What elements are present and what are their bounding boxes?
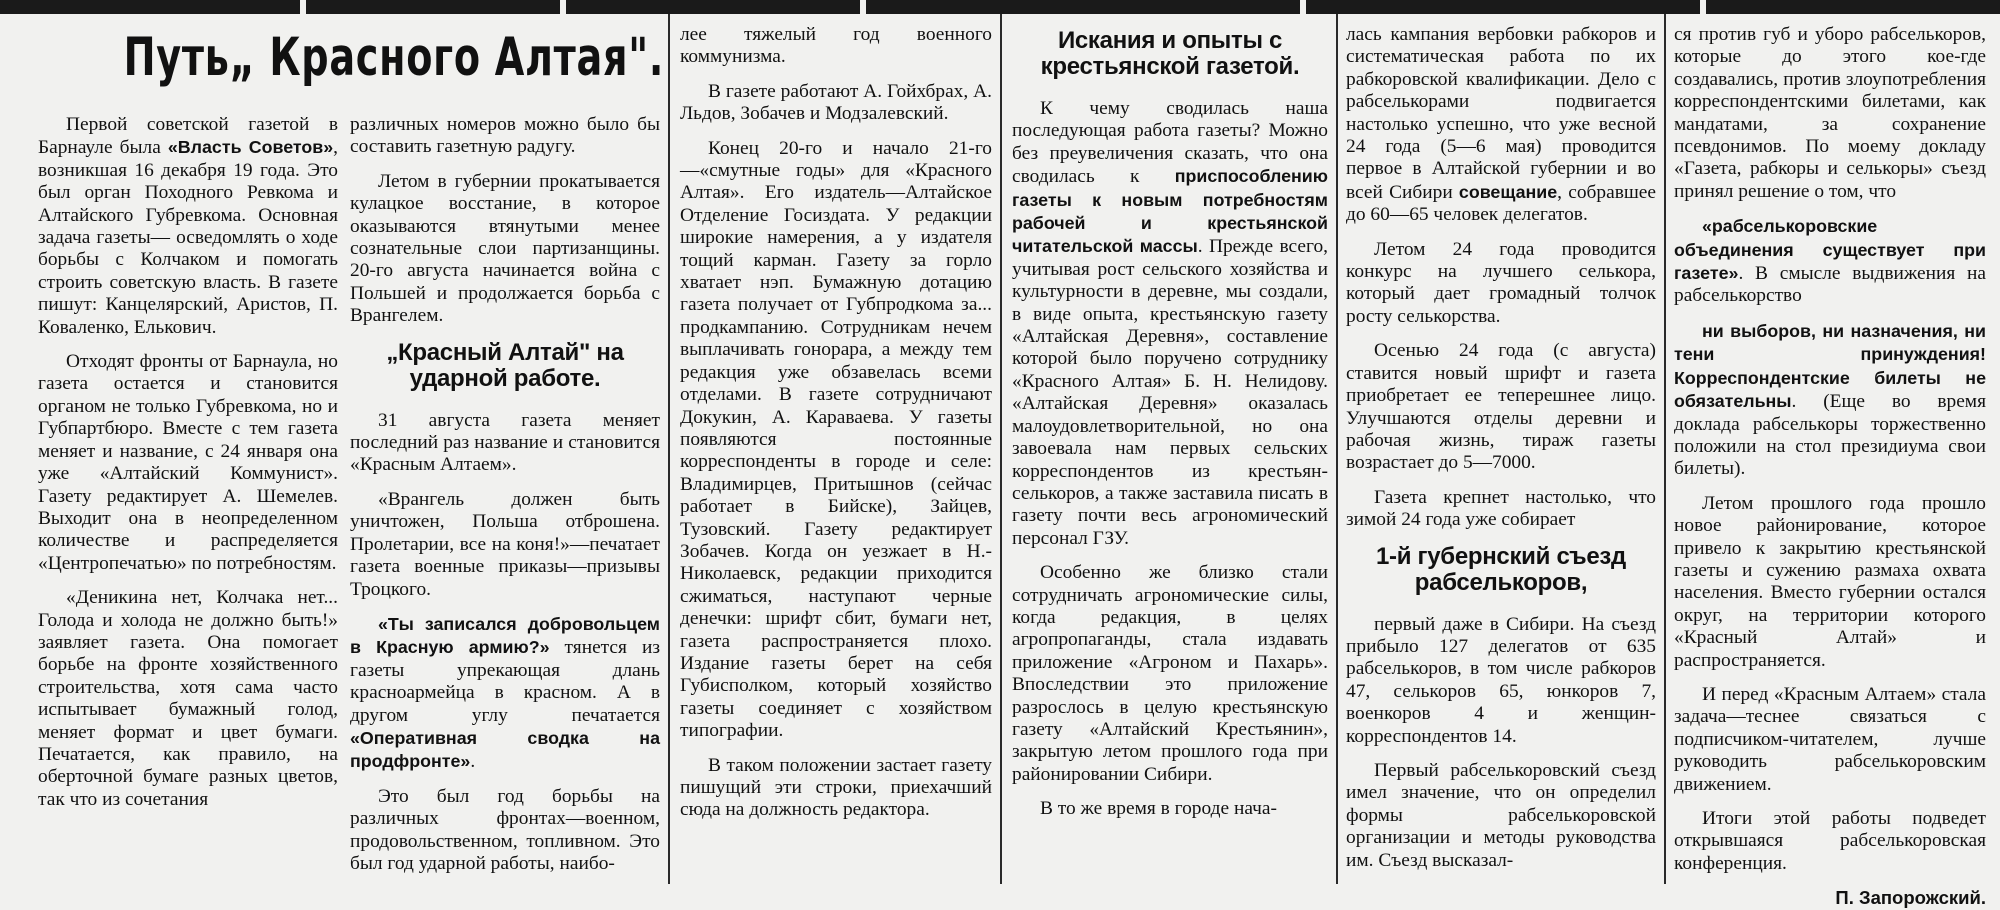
author-signature: П. Запорожский. (1835, 887, 1986, 909)
column-6 (1674, 14, 1986, 909)
paragraph: Летом в губернии прокатывается кулацкое восстание, в которое оказываются втянутыми менее сознательные слои партизанщины. 20-го августа начинается война с Польшей и продолжается борьба с Врангелем. (350, 170, 660, 327)
paragraph: «Ты записался добровольцем в Красную армию?» тянется из газеты упрекающая длань красноармейца в красном. А в другом углу печатается «Оперативная сводка на продфронте». (350, 613, 660, 773)
paragraph: И перед «Красным Алтаем» стала задача—теснее связаться с подписчиком-читателем, лучше руководить рабселькоровским движением. (1674, 683, 1986, 795)
paragraph: Это был год борьбы на различных фронтах—военном, продовольственном, топливном. Это был год ударной работы, наибо- (350, 785, 660, 874)
column-rule (1664, 14, 1666, 884)
top-rule (0, 0, 2000, 14)
column-rule (1336, 14, 1338, 884)
paragraph: Особенно же близко стали сотрудничать агрономические силы, когда редакция, в целях агропропаганды, стала издавать приложение «Агроном и Пахарь». Впоследствии это приложение разрослось в целую крестьянскую газету «Алтайский Крестьянин», закрытую летом прошлого года при районировании Сибири. (1012, 562, 1328, 785)
paragraph: лее тяжелый год военного коммунизма. (680, 24, 992, 68)
paragraph: В то же время в городе нача- (1040, 798, 1277, 820)
paragraph: Осенью 24 года (с августа) ставится новый шрифт и газета приобретает ее теперешнее лицо. Улучшаются отделы деревни и рабочая жизнь, тираж газеты возрастает до 5—7000. (1346, 340, 1656, 474)
paragraph: Отходят фронты от Барнаула, но газета остается и становится органом не только Губревкома, но и Губпартбюро. Вместе с тем газета меняет и название, с 24 января она уже «Алтайский Коммунист». Газету редактирует А. Шемелев. Выходит она в неопределенном количестве и распределяется «Центропечатью» по потребностям. (38, 351, 338, 574)
paragraph: Первый рабселькоровский съезд имел значение, что он определил формы рабселькоровской организации и методы руководства им. Съезд высказал- (1346, 759, 1656, 871)
article-title: Путь„ Красного Алтая". (123, 27, 665, 88)
paragraph: Конец 20-го и начало 21-го—«смутные годы» для «Красного Алтая». Его издатель—Алтайское Отделение Госиздата. У редакции широкие намерения, а у издателя тощий карман. Газету за горло хватает нэп. Бумажную дотацию газета получает от Губпродкома за... продкампанию. Сотрудникам нечем выплачивать гонорара, а между тем редакция уже обзавелась всеми отделами. В газете сотрудничают Докукин, А. Караваева. У газеты появляются постоянные корреспонденты в городе и селе: Владимирцев, Притышнов (сейчас работает в Бийске), Зайцев, Тузовский. Газету редактирует Зобачев. Когда он уезжает в Н.-Николаевск, редакции приходится сжиматься, наступают черные денечки: шрифт сбит, бумаги нет, газета распространяется плохо. Издание газеты берет на себя Губисполком, который хозяйство газеты соединяет с хозяйством типографии. (680, 137, 992, 742)
paragraph: Летом 24 года проводится конкурс на лучшего селькора, который дает громадный толчок росту селькорства. (1346, 238, 1656, 327)
paragraph: «Врангель должен быть уничтожен, Польша отброшена. Пролетарии, все на коня!»—печатает газета военные приказы—призывы Троцкого. (350, 488, 660, 600)
paragraph: «рабселькоровские объединения существует при газете». В смысле выдвижения на рабселькорство (1674, 216, 1986, 307)
column-4 (1012, 14, 1328, 884)
paragraph: Первой советской газетой в Барнауле была «Власть Советов», возникшая 16 декабря 19 года. Это был орган Походного Ревкома и Алтайского Губревкома. Основная задача газеты— осведомлять о ходе борьбы с Колчаком и помогать строить советскую власть. В газете пишут: Канцелярский, Аристов, П. Коваленко, Елькович. (38, 114, 338, 338)
paragraph: первый даже в Сибири. На съезд прибыло 127 делегатов от 635 рабселькоров, в том числе рабкоров 47, селькоров 65, юнкоров 7, военкоров 4 и женщин-корреспондентов 14. (1346, 613, 1656, 747)
paragraph: Итоги этой работы подведет открывшаяся рабселькоровская конференция. (1674, 808, 1986, 874)
column-rule (1000, 14, 1002, 884)
paragraph: ся против губ и уборо рабселькоров, которые до этого кое-где создавались, против злоупотребления корреспондентскими билетами, как мандатами, за сохранение псевдонимов. По моему докладу «Газета, рабкоры и селькоры» съезд принял решение о том, что (1674, 24, 1986, 202)
paragraph: В газете работают А. Гойхбрах, А. Льдов, Зобачев и Модзалевский. (680, 80, 992, 125)
paragraph: К чему сводилась наша последующая работа газеты? Можно без преувеличения сказать, что она сводилась к приспособлению газеты к новым потребностям рабочей и крестьянской читательской массы. Прежде всего, учитывая рост сельского хозяйства и культурности в деревне, мы создали, в виде опыта, крестьянскую газету «Алтайская Деревня», составление которой было поручено сотруднику «Красного Алтая» Б. Н. Нелидову. «Алтайская Деревня» оказалась малоудовлетворительной, но она завоевала нам первых сельских корреспондентов из крестьян-селькоров, а также заставила писать в газету почти весь агрономический персонал ГЗУ. (1012, 98, 1328, 549)
paragraph: ни выборов, ни назначения, ни тени принуждения! Корреспондентские билеты не обязательны. (Еще во время доклада рабселькоры торжественно положили на стол президиума свои билеты). (1674, 320, 1986, 480)
section-heading: 1-й губернский съезд рабселькоров, (1375, 542, 1626, 596)
paragraph: 31 августа газета меняет последний раз название и становится «Красным Алтаем». (350, 409, 660, 476)
column-rule (668, 14, 670, 884)
section-heading: Искания и опыты с крестьянской газетой. (1040, 27, 1300, 80)
section-heading: „Красный Алтай" на ударной работе. (386, 338, 624, 392)
column-5 (1346, 14, 1656, 884)
paragraph: «Деникина нет, Колчака нет... Голода и холода не должно быть!» заявляет газета. Она помогает борьбе на фронте хозяйственного строительства, хотя сама часто испытывает бумажный голод, меняет формат и цвет бумаги. Печатается, как правило, на оберточной бумаге разных цветов, так что из сочетания (38, 587, 338, 810)
column-2 (350, 114, 660, 884)
paragraph: различных номеров можно было бы составить газетную радугу. (350, 114, 660, 158)
column-1 (38, 114, 338, 884)
paragraph: Летом прошлого года прошло новое районирование, которое привело к закрытию крестьянской газеты и сужению размаха охвата населения. Вместо губернии остался округ, на территории которого «Красный Алтай» и распространяется. (1674, 492, 1986, 671)
paragraph: лась кампания вербовки рабкоров и систематическая работа по их рабкоровской квалификации. Дело с рабселькорами подвигается настолько успешно, что уже весной 24 года (5—6 мая) проводится первое в Алтайской губернии и во всей Сибири совещание, собравшее до 60—65 человек делегатов. (1346, 24, 1656, 226)
paragraph: В таком положении застает газету пишущий эти строки, приехачший сюда на должность редактора. (680, 754, 992, 821)
column-3 (680, 14, 992, 884)
paragraph: Газета крепнет настолько, что зимой 24 года уже собирает (1346, 486, 1656, 531)
